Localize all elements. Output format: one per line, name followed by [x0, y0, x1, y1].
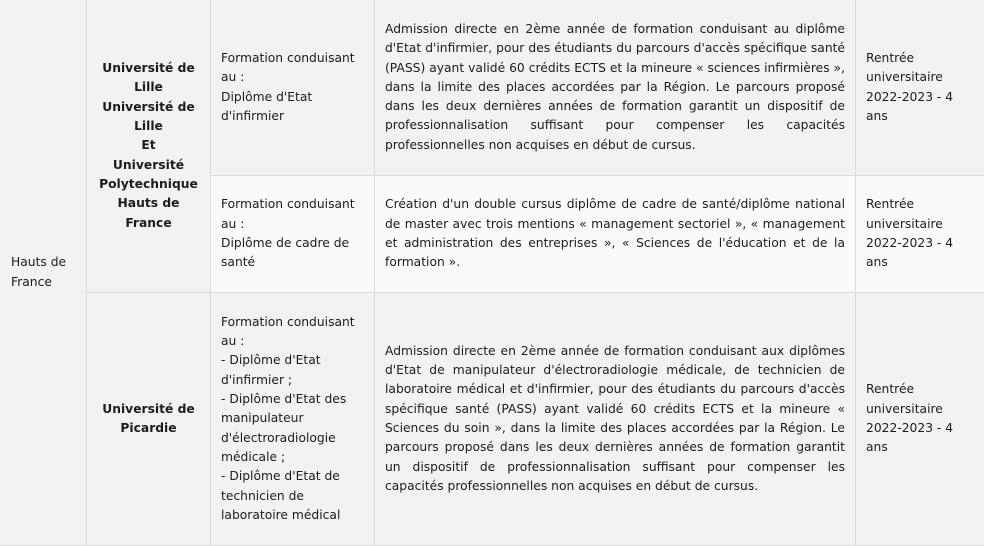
university-name: Université Polytechnique Hauts de France — [99, 157, 198, 230]
formation-intro: Formation conduisant au : — [221, 197, 355, 231]
description-cell: Création d'un double cursus diplôme de cadre de santé/diplôme national de master avec trois mentions « management sectoriel », « management et administration des entreprises », « Sciences de l'éducation et de la formation ». — [375, 176, 856, 293]
date-cell: Rentrée universitaire 2022-2023 - 4 ans — [856, 0, 984, 176]
table-row — [0, 0, 984, 176]
formation-diploma: Diplôme de cadre de santé — [221, 236, 350, 270]
table-row — [0, 293, 984, 546]
university-conjunction: Et — [141, 138, 156, 153]
university-name: Université de Lille — [102, 99, 195, 134]
formation-diploma: - Diplôme d'Etat des manipulateur d'électroradiologie médicale ; — [221, 392, 347, 464]
region-cell: Hauts de France — [0, 0, 87, 546]
formation-cell — [211, 176, 375, 293]
date-cell: Rentrée universitaire 2022-2023 - 4 ans — [856, 176, 984, 293]
formation-cell — [211, 0, 375, 176]
formation-intro: Formation conduisant au : — [221, 50, 355, 85]
description-cell: Admission directe en 2ème année de formation conduisant aux diplômes d'Etat de manipulateur d'électroradiologie médicale, de technicien de laboratoire médical et d'infirmier, pour des étudiants du parcours d'accès spécifique santé (PASS) ayant validé 60 crédits ECTS et la mineure « Sciences du soin », dans la limite des places accordées par la Région. Le parcours proposé dans les deux dernières années de formation garantit un dispositif de professionnalisation suffisant pour compenser les capacités professionnelles non acquises en début de cursus. — [375, 293, 856, 546]
formation-intro: Formation conduisant au : — [221, 314, 355, 349]
university-cell: Université de Picardie — [87, 293, 211, 546]
university-cell — [87, 0, 211, 293]
formation-diploma: - Diplôme d'Etat de technicien de laboratoire médical — [221, 469, 341, 522]
university-name: Université de Lille — [102, 61, 195, 95]
formation-diploma: - Diplôme d'Etat d'infirmier ; — [221, 353, 321, 387]
description-cell: Admission directe en 2ème année de formation conduisant au diplôme d'Etat d'infirmier, pour des étudiants du parcours d'accès spécifique santé (PASS) ayant validé 60 crédits ECTS et la mineure « sciences infirmières », dans la limite des places accordées par la Région. Le parcours proposé dans les deux dernières années de formation garantit un dispositif de professionnalisation suffisant pour compenser les capacités professionnelles non acquises en début de cursus. — [375, 0, 856, 176]
formation-cell — [211, 293, 375, 546]
formation-diploma: Diplôme d'Etat d'infirmier — [221, 89, 313, 123]
date-cell: Rentrée universitaire 2022-2023 - 4 ans — [856, 293, 984, 546]
